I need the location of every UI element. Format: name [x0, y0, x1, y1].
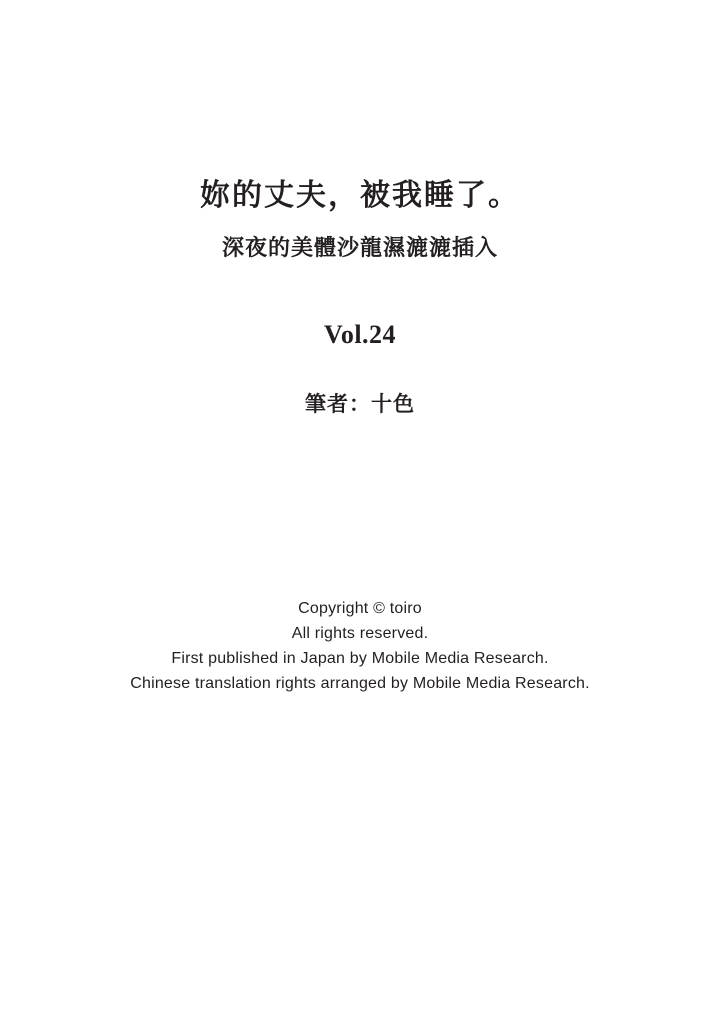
copyright-line: Copyright © toiro: [298, 600, 422, 617]
copyright-line: First published in Japan by Mobile Media Research.: [171, 650, 549, 667]
page-title: 妳的丈夫，被我睡了。: [200, 178, 520, 213]
volume-label: Vol.24: [323, 320, 397, 349]
author-label: 筆者：十色: [305, 392, 415, 416]
copyright-line: All rights reserved.: [291, 625, 429, 642]
title-block: [0, 178, 720, 262]
copyright-line: Chinese translation rights arranged by Mobile Media Research.: [130, 675, 590, 692]
copyright-block: [0, 596, 720, 696]
page-subtitle: 深夜的美體沙龍濕漉漉插入: [221, 236, 498, 261]
